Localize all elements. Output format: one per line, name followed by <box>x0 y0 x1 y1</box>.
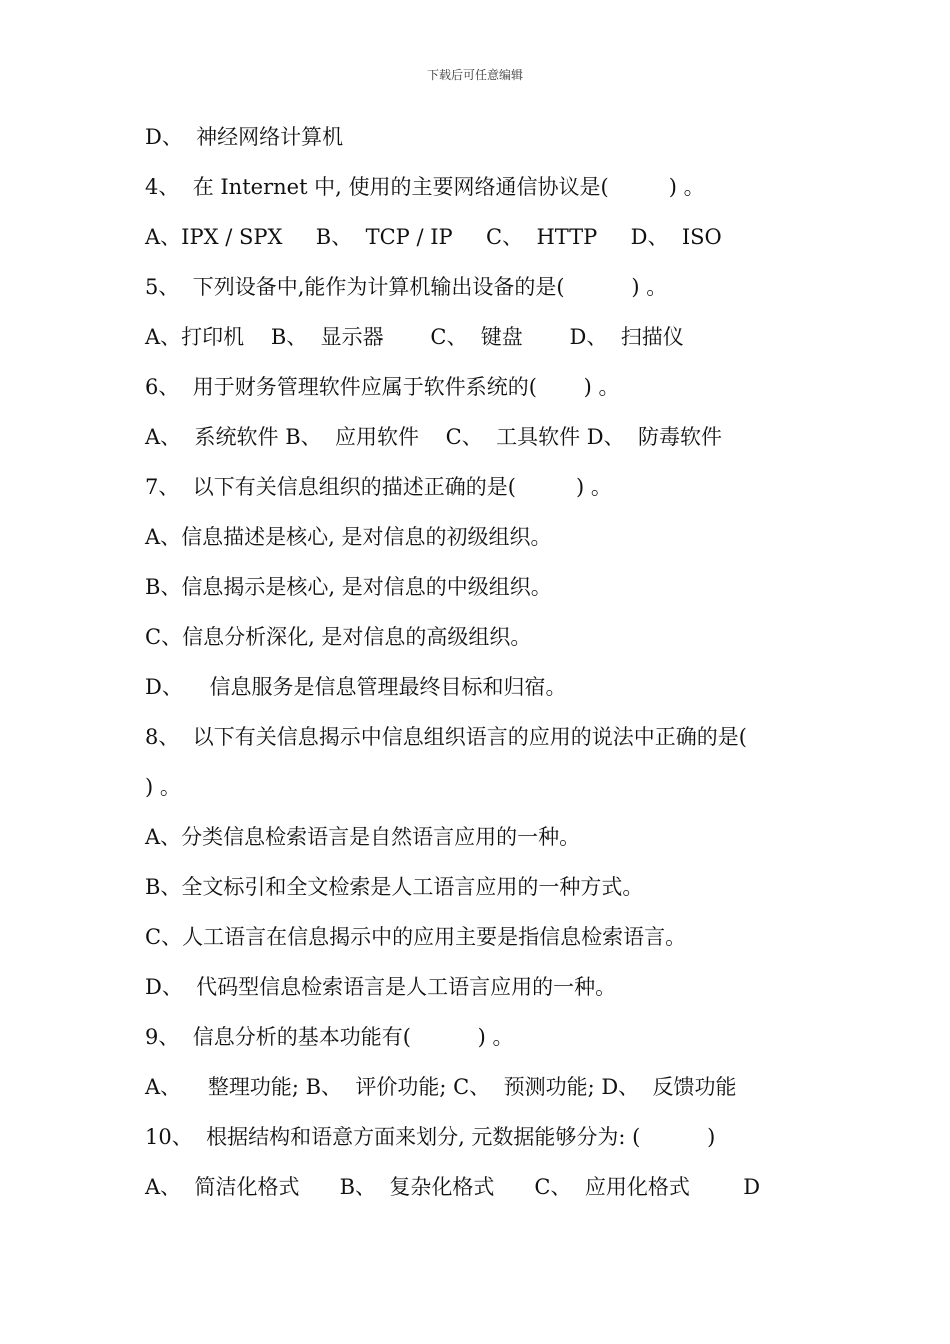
option-7b: B、信息揭示是核心, 是对信息的中级组织。 <box>145 575 552 599</box>
options-5: A、打印机 B、 显示器 C、 键盘 D、 扫描仪 <box>145 325 684 349</box>
question-7: 7、 以下有关信息组织的描述正确的是( ) 。 <box>145 475 612 499</box>
page-header: 下载后可任意编辑 <box>426 68 523 82</box>
option-8d: D、 代码型信息检索语言是人工语言应用的一种。 <box>145 975 617 999</box>
options-9: A、 整理功能; B、 评价功能; C、 预测功能; D、 反馈功能 <box>145 1075 737 1099</box>
options-4: A、IPX / SPX B、 TCP / IP C、 HTTP D、 ISO <box>145 225 722 249</box>
options-6: A、 系统软件 B、 应用软件 C、 工具软件 D、 防毒软件 <box>145 425 722 449</box>
options-10: A、 简洁化格式 B、 复杂化格式 C、 应用化格式 D <box>145 1175 761 1199</box>
question-5: 5、 下列设备中,能作为计算机输出设备的是( ) 。 <box>145 275 668 299</box>
option-8c: C、人工语言在信息揭示中的应用主要是指信息检索语言。 <box>145 925 687 949</box>
document-body <box>145 118 835 1208</box>
option-8b: B、全文标引和全文检索是人工语言应用的一种方式。 <box>145 875 644 899</box>
question-8-continued: ) 。 <box>145 775 181 799</box>
question-8: 8、 以下有关信息揭示中信息组织语言的应用的说法中正确的是( <box>145 725 747 749</box>
question-6: 6、 用于财务管理软件应属于软件系统的( ) 。 <box>145 375 620 399</box>
question-4: 4、 在 Internet 中, 使用的主要网络通信协议是( ) 。 <box>145 175 705 199</box>
option-7c: C、信息分析深化, 是对信息的高级组织。 <box>145 625 532 649</box>
option-7d: D、 信息服务是信息管理最终目标和归宿。 <box>145 675 567 699</box>
question-9: 9、 信息分析的基本功能有( ) 。 <box>145 1025 514 1049</box>
question-10: 10、 根据结构和语意方面来划分, 元数据能够分为: ( ) <box>145 1125 716 1149</box>
option-7a: A、信息描述是核心, 是对信息的初级组织。 <box>145 525 552 549</box>
option-line-3d: D、 神经网络计算机 <box>145 125 344 149</box>
option-8a: A、分类信息检索语言是自然语言应用的一种。 <box>145 825 581 849</box>
